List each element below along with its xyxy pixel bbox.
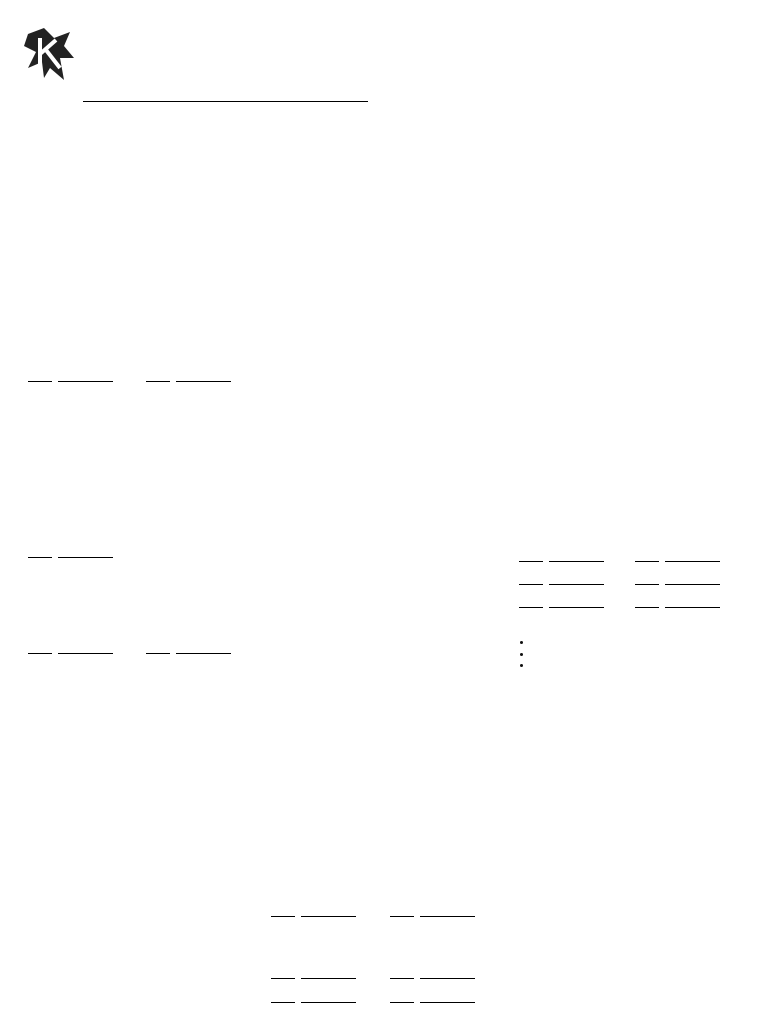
course-row — [276, 475, 498, 490]
course-row — [276, 412, 498, 427]
agriculture-blank-2[interactable] — [146, 641, 231, 654]
course-row — [28, 811, 253, 826]
kstate8-bullet — [532, 637, 770, 649]
course-row — [276, 585, 498, 600]
course-row — [276, 679, 498, 694]
course-row — [28, 795, 253, 810]
course-row — [276, 773, 498, 788]
course-row — [276, 553, 498, 568]
k-state-powercat-logo — [24, 28, 76, 82]
course-row — [276, 804, 498, 819]
course-row — [276, 663, 498, 678]
unrestricted-blank-1[interactable] — [271, 966, 356, 979]
course-row — [28, 243, 253, 258]
course-row — [276, 710, 498, 725]
course-row — [28, 259, 253, 274]
unrestricted-blank-4[interactable] — [390, 990, 475, 1003]
course-row — [28, 701, 253, 716]
course-row — [276, 742, 498, 757]
course-row — [276, 538, 498, 553]
course-row — [28, 211, 253, 226]
course-row — [28, 428, 253, 443]
course-row — [28, 227, 253, 242]
unrestricted-blank-2[interactable] — [390, 966, 475, 979]
business-blank-2[interactable] — [146, 369, 231, 382]
course-row — [276, 490, 498, 505]
course-row — [28, 780, 253, 795]
asi-elective-blank-4[interactable] — [635, 572, 720, 585]
course-row — [28, 444, 253, 459]
course-row — [276, 695, 498, 710]
asi-elective-blank-2[interactable] — [635, 549, 720, 562]
communications-blank[interactable] — [28, 545, 113, 558]
course-row — [270, 290, 498, 305]
course-row — [28, 717, 253, 732]
course-row — [276, 616, 498, 631]
course-row — [28, 291, 253, 306]
course-row — [28, 507, 253, 522]
unrestricted-blank-3[interactable] — [271, 990, 356, 1003]
course-row — [270, 196, 498, 211]
course-row — [276, 789, 498, 804]
asi-elective-blank-6[interactable] — [635, 595, 720, 608]
course-row — [276, 726, 498, 741]
course-row — [28, 491, 253, 506]
course-row — [270, 243, 498, 258]
course-row — [28, 475, 253, 490]
course-row — [276, 569, 498, 584]
asi-elective-blank-3[interactable] — [519, 572, 604, 585]
business-blank-1[interactable] — [28, 369, 113, 382]
course-row — [270, 180, 498, 195]
course-row — [28, 195, 253, 210]
course-row — [276, 632, 498, 647]
course-row — [28, 827, 253, 842]
course-row — [276, 757, 498, 772]
course-row — [270, 259, 498, 274]
course-row — [276, 506, 498, 521]
course-row — [276, 647, 498, 662]
course-row — [28, 275, 253, 290]
course-row — [276, 522, 498, 537]
course-row — [270, 211, 498, 226]
course-row — [28, 764, 253, 779]
asi-elective-blank-5[interactable] — [519, 595, 604, 608]
kstate8-bullets — [512, 637, 770, 672]
course-row — [276, 380, 498, 395]
humanities-blank-1[interactable] — [271, 904, 356, 917]
course-row — [28, 179, 253, 194]
course-row — [270, 274, 498, 289]
course-row — [270, 306, 498, 321]
kstate8-bullet — [532, 660, 770, 672]
asi-elective-blank-1[interactable] — [519, 549, 604, 562]
course-row — [276, 364, 498, 379]
course-row — [276, 600, 498, 615]
kstate8-bullet — [532, 649, 770, 661]
humanities-blank-2[interactable] — [390, 904, 475, 917]
course-row — [270, 227, 498, 242]
course-row — [276, 459, 498, 474]
name-field[interactable] — [82, 90, 368, 105]
course-row — [28, 732, 253, 747]
course-row — [276, 428, 498, 443]
agriculture-blank-1[interactable] — [28, 641, 113, 654]
course-row — [28, 459, 253, 474]
